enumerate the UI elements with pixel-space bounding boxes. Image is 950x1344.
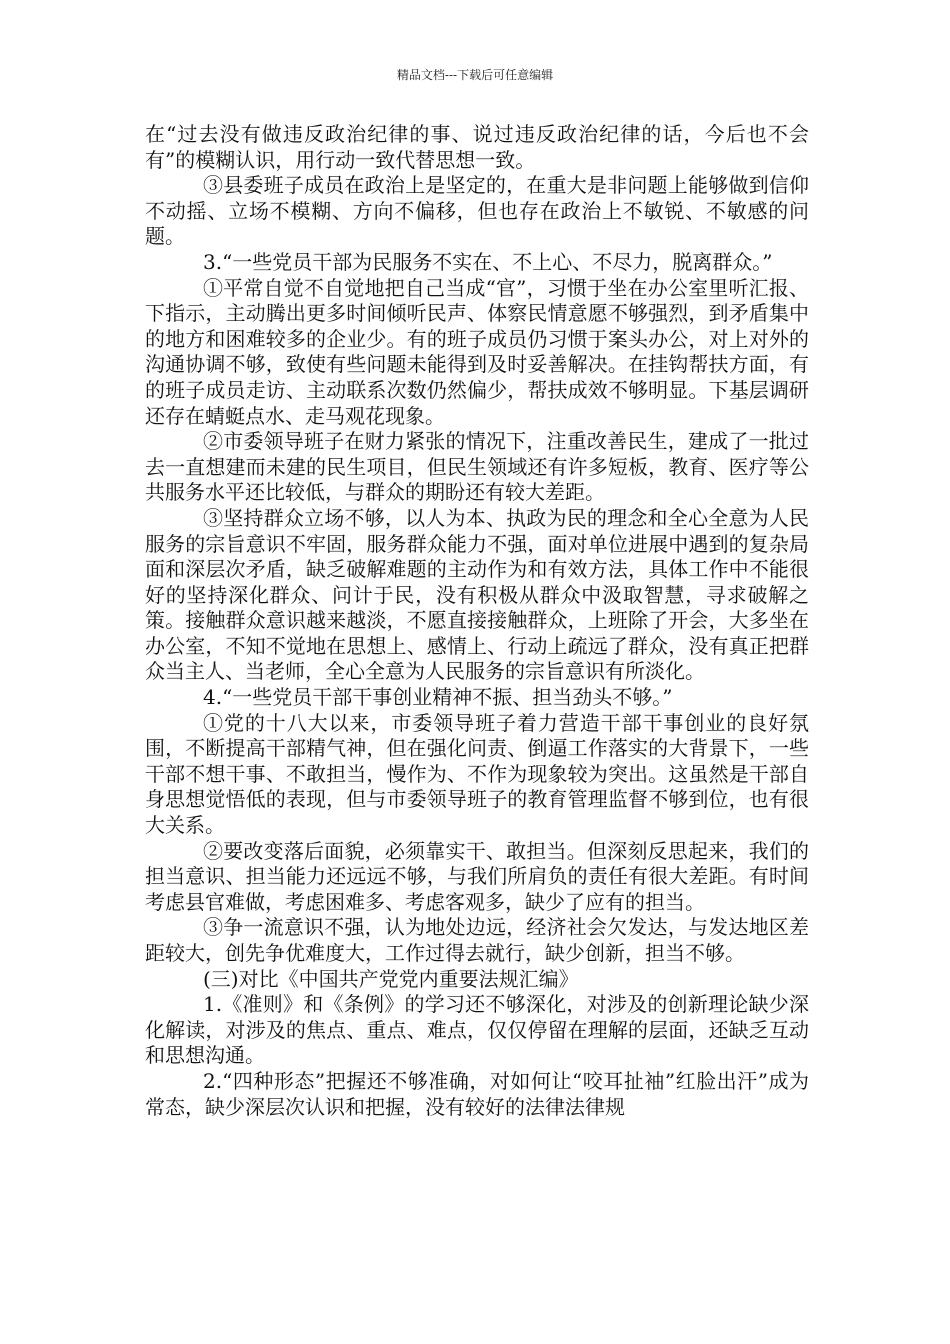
paragraph-point-2: 2.“四种形态”把握还不够准确，对如何让“咬耳扯袖”红脸出汗”成为常态，缺少深层次认识和把握，没有较好的法律法律规 xyxy=(145,1068,809,1119)
paragraph-item-3-masses: ③坚持群众立场不够，以人为本、执政为民的理念和全心全意为人民服务的宗旨意识不牢固，服务群众能力不强，面对单位进展中遇到的复杂局面和深层次矛盾，缺乏破解难题的主动作为和有效方法，具体工作中不能很好的坚持深化群众、问计于民，没有积极从群众中汲取智慧，寻求破解之策。接触群众意识越来越淡，不愿直接接触群众，上班除了开会，大多坐在办公室，不知不觉地在思想上、感情上、行动上疏远了群众，没有真正把群众当主人、当老师，全心全意为人民服务的宗旨意识有所淡化。 xyxy=(145,505,809,684)
paragraph-item-2-responsibility: ②要改变落后面貌，必须靠实干、敢担当。但深刻反思起来，我们的担当意识、担当能力还远远不够，与我们所肩负的责任有很大差距。有时间考虑县官难做，考虑困难多、考虑客观多，缺少了应有的担当。 xyxy=(145,838,809,914)
document-body xyxy=(145,122,809,1120)
page-header: 精品文档---下载后可任意编辑 xyxy=(396,68,554,82)
section-heading-4: 4.“一些党员干部干事创业精神不振、担当劲头不够。” xyxy=(203,685,673,710)
paragraph-point-1: 1.《准则》和《条例》的学习还不够深化，对涉及的创新理论缺少深化解读，对涉及的焦点、重点、难点，仅仅停留在理解的层面，还缺乏互动和思想沟通。 xyxy=(145,992,809,1068)
paragraph-item-3-political: ③县委班子成员在政治上是坚定的，在重大是非问题上能够做到信仰不动摇、立场不模糊、方向不偏移，但也存在政治上不敏锐、不敏感的问题。 xyxy=(145,173,809,249)
paragraph-item-3-excellence: ③争一流意识不强，认为地处边远，经济社会欠发达，与发达地区差距较大，创先争优难度大，工作过得去就行，缺少创新，担当不够。 xyxy=(145,915,809,965)
paragraph-item-1-atmosphere: ①党的十八大以来，市委领导班子着力营造干部干事创业的良好氛围，不断提高干部精气神，但在强化问责、倒逼工作落实的大背景下，一些干部不想干事、不敢担当，慢作为、不作为现象较为突出。这虽然是干部自身思想觉悟低的表现，但与市委领导班子的教育管理监督不够到位，也有很大关系。 xyxy=(145,710,809,838)
paragraph-continuation: 在“过去没有做违反政治纪律的事、说过违反政治纪律的话，今后也不会有”的模糊认识，用行动一致代替思想一致。 xyxy=(145,122,809,172)
section-heading-3: 3.“一些党员干部为民服务不实在、不上心、不尽力，脱离群众。” xyxy=(203,249,773,274)
subsection-heading-3: (三)对比《中国共产党党内重要法规汇编》 xyxy=(203,966,579,991)
paragraph-item-2-livelihood: ②市委领导班子在财力紧张的情况下，注重改善民生，建成了一批过去一直想建而未建的民生项目，但民生领域还有许多短板，教育、医疗等公共服务水平还比较低，与群众的期盼还有较大差距。 xyxy=(145,429,809,505)
paragraph-item-1-service: ①平常自觉不自觉地把自己当成“官”，习惯于坐在办公室里听汇报、下指示，主动腾出更多时间倾听民声、体察民情意愿不够强烈，到矛盾集中的地方和困难较多的企业少。有的班子成员仍习惯于案头办公，对上对外的沟通协调不够，致使有些问题未能得到及时妥善解决。在挂钩帮扶方面，有的班子成员走访、主动联系次数仍然偏少，帮扶成效不够明显。下基层调研还存在蜻蜓点水、走马观花现象。 xyxy=(145,275,809,428)
